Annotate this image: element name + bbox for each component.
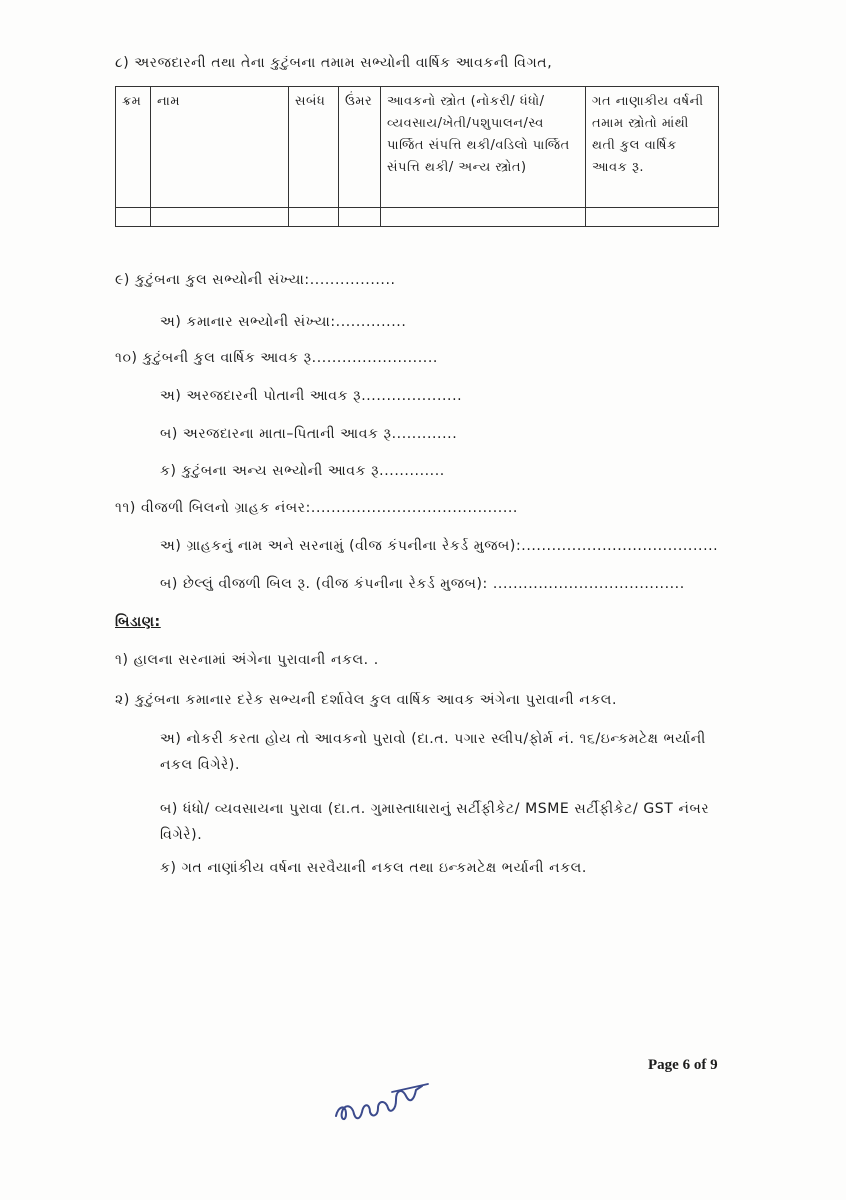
header-name: નામ (151, 87, 289, 208)
attachment-item-2-c: ક) ગત નાણાંકીય વર્ષના સરવૈયાની નકલ તથા ઇન્કમટેક્ષ ભર્યાની નકલ. (160, 860, 587, 876)
income-table-row (116, 208, 719, 227)
section-10-sub-c: ક) કુટુંબના અન્ય સભ્યોની આવક રૂ............. (160, 463, 445, 479)
header-income-source: આવકનો સ્ત્રોત (નોકરી/ ધંધો/ વ્યવસાય/ખેતી/પશુપાલન/સ્વ પાર્જિત સંપત્તિ થકી/વડિલો પાર્જિત સંપત્તિ થકી/ અન્ય સ્ત્રોત) (381, 87, 586, 208)
attachment-item-2-b: બ) ધંધો/ વ્યવસાયના પુરાવા (દા.ત. ગુમાસ્તાધારાનું સર્ટીફીકેટ/ MSME સર્ટીફીકેટ/ GST નંબર વિગેરે). (160, 801, 710, 843)
section-11-sub-a: અ) ગ્રાહકનું નામ અને સરનામું (વીજ કંપનીના રેકર્ડ મુજબ):....................................... (160, 538, 719, 554)
section-9-line: ૯) કુટુંબના કુલ સભ્યોની સંખ્યા:................. (115, 272, 396, 288)
income-table (115, 86, 719, 227)
section-10-sub-b: બ) અરજદારના માતા–પિતાની આવક રૂ............. (160, 426, 458, 442)
table-cell[interactable] (586, 208, 719, 227)
attachment-item-2-a: અ) નોકરી કરતા હોય તો આવકનો પુરાવો (દા.ત. પગાર સ્લીપ/ફોર્મ નં. ૧૬/ઇન્કમટેક્ષ ભર્યાની નકલ વિગેરે). (160, 731, 706, 773)
header-serial: ક્રમ (116, 87, 151, 208)
section-10-sub-a: અ) અરજદારની પોતાની આવક રૂ.................... (160, 388, 463, 404)
attachments-heading: બિડાણ: (115, 614, 161, 630)
income-table-header-row (116, 87, 719, 208)
table-cell[interactable] (151, 208, 289, 227)
section-11-line: ૧૧) વીજળી બિલનો ગ્રાહક નંબર:......................................... (115, 500, 518, 516)
header-annual-income: ગત નાણાકીય વર્ષની તમામ સ્ત્રોતો માંથી થતી કુલ વાર્ષિક આવક રૂ. (586, 87, 719, 208)
header-age: ઉંમર (339, 87, 381, 208)
handwritten-signature (330, 1070, 440, 1130)
table-cell[interactable] (339, 208, 381, 227)
table-cell[interactable] (381, 208, 586, 227)
table-cell[interactable] (289, 208, 339, 227)
section-10-line: ૧૦) કુટુંબની કુલ વાર્ષિક આવક રૂ......................... (115, 350, 438, 366)
table-cell[interactable] (116, 208, 151, 227)
attachment-item-1: ૧) હાલના સરનામાં અંગેના પુરાવાની નકલ. . (115, 652, 379, 668)
page-number: Page 6 of 9 (648, 1057, 718, 1073)
attachment-item-2: ૨) કુટુંબના કમાનાર દરેક સભ્યની દર્શાવેલ કુલ વાર્ષિક આવક અંગેના પુરાવાની નકલ. (115, 692, 618, 708)
section-11-sub-b: બ) છેલ્લું વીજળી બિલ રૂ. (વીજ કંપનીના રેકર્ડ મુજબ): ...................................... (160, 576, 685, 592)
header-relation: સબંધ (289, 87, 339, 208)
section-9-sub-a: અ) કમાનાર સભ્યોની સંખ્યા:.............. (160, 314, 407, 330)
section-8-title: ૮) અરજદારની તથા તેના કુટુંબના તમામ સભ્યોની વાર્ષિક આવકની વિગત, (115, 55, 553, 71)
